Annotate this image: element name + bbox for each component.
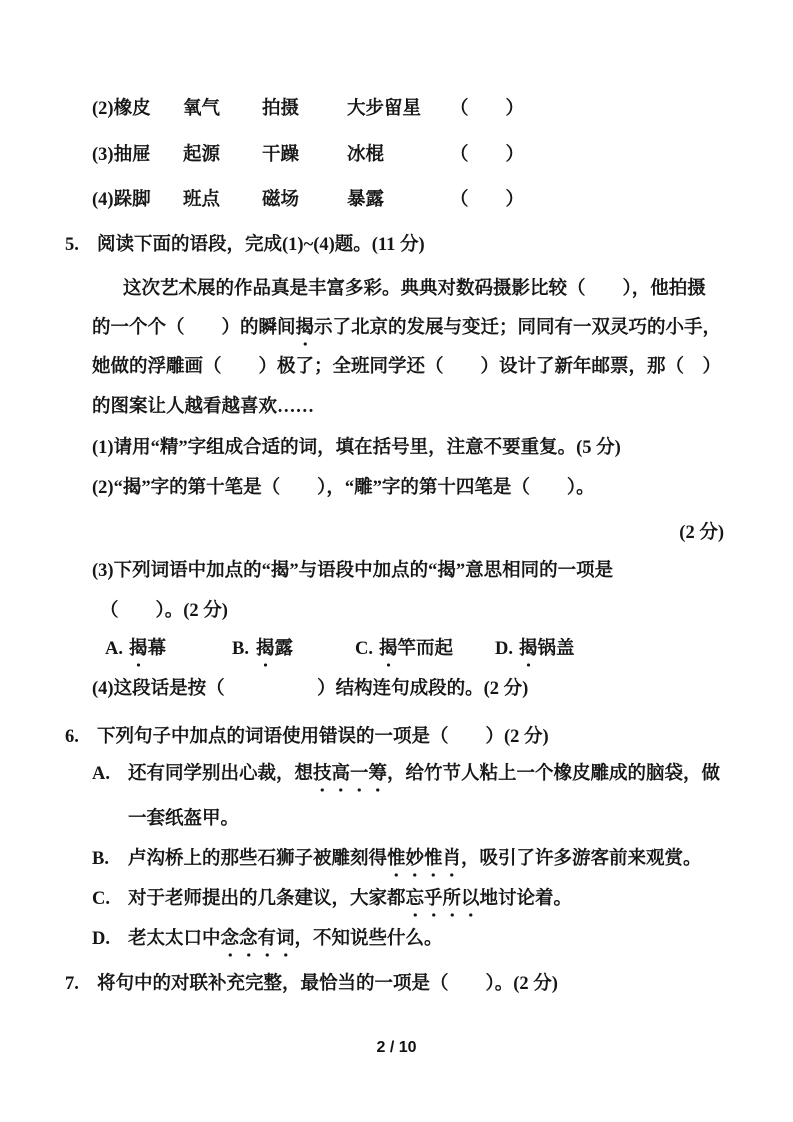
option-text: 锅盖 xyxy=(537,639,575,659)
passage-line xyxy=(92,317,721,340)
word: 抽屉 xyxy=(113,145,151,165)
sub-question-text: (1)请用“精”字组成合适的词，填在括号里，注意不要重复。(5 分) xyxy=(92,438,621,458)
row-label: (3) xyxy=(92,145,114,165)
word: 大步留星 xyxy=(347,99,422,119)
option-letter: A. xyxy=(92,764,110,784)
option-b xyxy=(232,638,355,661)
option-letter: D. xyxy=(92,929,110,949)
option-text: 幕 xyxy=(147,639,167,659)
question-6-option-a xyxy=(92,763,720,786)
passage-text: 这次艺术展的作品真是丰富多彩。典典对数码摄影比较（ ），他拍摄 xyxy=(123,279,706,299)
option-text: 老太太口中 xyxy=(128,929,221,949)
emphasized-char: 揭 xyxy=(519,639,538,667)
word: 氧气 xyxy=(183,99,221,119)
option-text: ，给竹节人粘上一个橡皮雕成的脑袋，做 xyxy=(387,764,721,784)
option-text: 卢沟桥上的那些石狮子被雕刻得 xyxy=(128,849,388,869)
option-a xyxy=(105,638,232,661)
question-5-sub4 xyxy=(92,678,528,701)
question-5-sub2 xyxy=(92,477,595,500)
passage-line xyxy=(92,396,314,419)
question-text: 将句中的对联补充完整，最恰当的一项是（ ）。(2 分) xyxy=(97,974,558,994)
answer-blank: （ ） xyxy=(450,145,525,165)
emphasized-char: 揭 xyxy=(379,639,398,667)
passage-text: 她做的浮雕画（ ）极了；全班同学还（ ）设计了新年邮票，那（ ） xyxy=(92,357,722,377)
sub-question-text: (3)下列词语中加点的“揭”与语段中加点的“揭”意思相同的一项是 xyxy=(92,561,614,581)
option-text: 还有同学别出心裁，想 xyxy=(128,764,314,784)
question-text: 阅读下面的语段，完成(1)~(4)题。(11 分) xyxy=(97,235,425,255)
question-text: 下列句子中加点的词语使用错误的一项是（ ）(2 分) xyxy=(97,727,549,747)
question-5-sub3 xyxy=(92,560,613,583)
question-6-title xyxy=(65,726,549,749)
emphasized-word: 念念有词 xyxy=(221,929,295,957)
row-label: (4) xyxy=(92,190,114,210)
option-text: 露 xyxy=(274,639,294,659)
emphasized-word: 忘乎所以 xyxy=(406,889,480,917)
option-letter: D. xyxy=(495,639,513,659)
answer-blank: （ ） xyxy=(450,99,525,119)
passage-text: 的图案让人越看越喜欢…… xyxy=(92,397,315,417)
answer-blank: （ ） xyxy=(450,190,525,210)
emphasized-char: 揭 xyxy=(129,639,148,667)
option-d xyxy=(495,638,575,661)
sub-question-text: (2)“揭”字的第十笔是（ ），“雕”字的第十四笔是（ ）。 xyxy=(92,478,595,498)
word-row xyxy=(92,144,524,167)
question-6-option-d xyxy=(92,928,443,951)
option-letter: B. xyxy=(232,639,249,659)
option-letter: C. xyxy=(92,889,110,909)
question-5-title xyxy=(65,234,425,257)
question-5-sub3-blank xyxy=(100,600,228,623)
option-text: 竿而起 xyxy=(397,639,454,659)
score-label: (2 分) xyxy=(679,523,724,543)
passage-text: 的一个个（ ）的瞬间 xyxy=(92,318,296,338)
question-6-option-c xyxy=(92,888,572,911)
option-text: ，吸引了许多游客前来观赏。 xyxy=(461,849,702,869)
option-letter: B. xyxy=(92,849,109,869)
question-6-option-b xyxy=(92,848,702,871)
option-text: 对于老师提出的几条建议，大家都 xyxy=(128,889,406,909)
word-row xyxy=(92,98,524,121)
option-letter: A. xyxy=(105,639,123,659)
question-7-title xyxy=(65,973,558,996)
option-text: 一套纸盔甲。 xyxy=(128,809,240,829)
page-number: 2 / 10 xyxy=(376,1039,417,1056)
answer-blank: （ ）。(2 分) xyxy=(100,601,228,621)
passage-line xyxy=(123,278,706,301)
emphasized-word: 技高一筹 xyxy=(313,764,387,792)
option-c xyxy=(355,638,495,661)
question-number: 6. xyxy=(65,727,79,747)
row-label: (2) xyxy=(92,99,114,119)
question-number: 7. xyxy=(65,974,79,994)
emphasized-char: 揭 xyxy=(256,639,275,667)
word: 橡皮 xyxy=(113,99,151,119)
word: 冰棍 xyxy=(347,145,385,165)
word: 班点 xyxy=(183,190,221,210)
emphasized-char: 揭 xyxy=(296,318,315,346)
word: 跺脚 xyxy=(113,190,151,210)
word: 磁场 xyxy=(262,190,300,210)
passage-text: 示了北京的发展与变迁；同同有一双灵巧的小手， xyxy=(314,318,722,338)
question-5-sub3-options xyxy=(105,638,575,661)
option-text: 地讨论着。 xyxy=(479,889,573,909)
passage-line xyxy=(92,356,721,379)
question-6-option-a-cont xyxy=(128,808,239,831)
word: 干躁 xyxy=(262,145,300,165)
word: 暴露 xyxy=(347,190,385,210)
word-row xyxy=(92,189,524,212)
option-text: ，不知说些什么。 xyxy=(294,929,443,949)
word: 起源 xyxy=(183,145,221,165)
emphasized-word: 惟妙惟肖 xyxy=(387,849,461,877)
question-5-sub1 xyxy=(92,437,621,460)
option-letter: C. xyxy=(355,639,373,659)
word: 拍摄 xyxy=(262,99,300,119)
sub-question-text: (4)这段话是按（ ）结构连句成段的。(2 分) xyxy=(92,679,529,699)
question-number: 5. xyxy=(65,235,79,255)
